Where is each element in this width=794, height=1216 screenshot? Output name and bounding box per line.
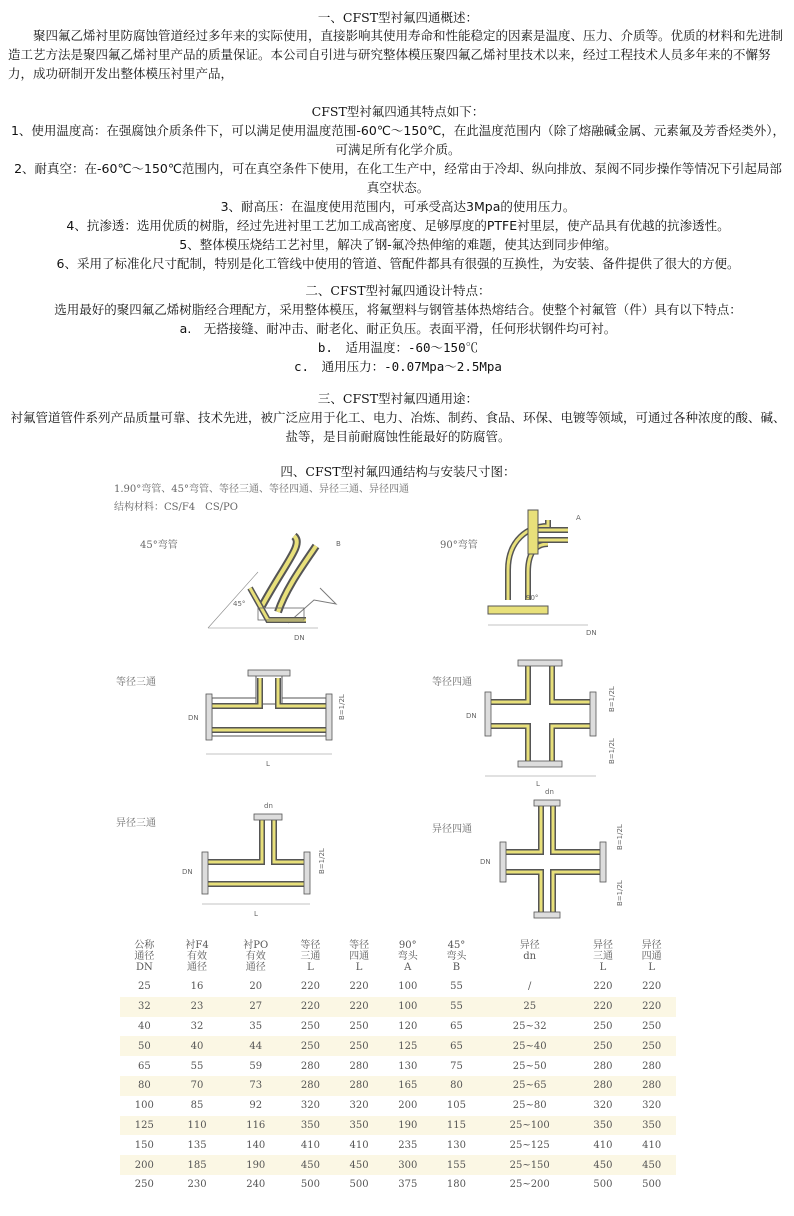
drawing-caption-1: 1.90°弯管、45°弯管、等径三通、等径四通、异径三通、异径四通 (114, 484, 409, 495)
reducing-tee-drawing (116, 802, 326, 918)
header-reducing-dn: 异径 dn (519, 940, 540, 962)
table-cell: 23 (169, 997, 226, 1017)
table-cell: 280 (286, 1076, 335, 1096)
equal-tee-b-dim: B=1/2L (338, 694, 346, 720)
header-reducing-tee-l: 异径 三通 L (592, 940, 613, 973)
equal-tee-label: 等径三通 (116, 677, 156, 688)
table-cell: 450 (335, 1155, 384, 1175)
table-cell: 250 (642, 1020, 662, 1032)
design-features (8, 300, 788, 376)
equal-tee-drawing (116, 670, 346, 768)
design-point-a: a. 无搭接缝、耐冲击、耐老化、耐正负压。表面平滑，任何形状钢件均可衬。 (179, 321, 617, 336)
table-cell: 410 (300, 1139, 320, 1151)
design-intro: 选用最好的聚四氟乙烯树脂经合理配方，采用整体模压，将氟塑料与钢管基体热熔结合。使整个衬氟管（件）具有以下特点： (54, 302, 742, 317)
table-cell: 190 (383, 1116, 432, 1136)
design-point-b: b. 适用温度：-60～150℃ (317, 340, 479, 355)
table-cell: 25~125 (509, 1139, 550, 1151)
section5-title: 四、CFST型衬氟四通结构与安装尺寸图： (280, 464, 516, 479)
table-header-row (120, 938, 676, 977)
reducing-tee-dn-dim: DN (182, 868, 193, 876)
section4-title: 三、CFST型衬氟四通用途： (317, 391, 479, 406)
table-cell: 110 (169, 1116, 226, 1136)
equal-cross-l-dim: L (536, 780, 540, 788)
header-elbow-45-b: 45° 弯头 B (446, 940, 467, 973)
table-cell: 16 (190, 981, 204, 993)
table-cell: 25~40 (481, 1036, 579, 1056)
header-po-bore: 衬PO 有效 通径 (243, 940, 269, 973)
table-cell: 25 (481, 997, 579, 1017)
reducing-tee-dn-small-dim: dn (264, 802, 273, 810)
table-cell: 500 (642, 1179, 662, 1191)
table-cell: 27 (225, 997, 286, 1017)
table-cell: 220 (593, 981, 613, 993)
table-row (120, 1116, 676, 1136)
table-cell: 35 (249, 1020, 263, 1032)
table-cell: 155 (432, 1155, 481, 1175)
section1-paragraph: 聚四氟乙烯衬里防腐蚀管道经过多年来的实际使用，直接影响其使用寿命和性能稳定的因素是温度、压力、介质等。优质的材料和先进制造工艺方法是聚四氟乙烯衬里产品的质量保证。本公司自引进与研究整体模压聚四氟乙烯衬里技术以来，经过工程技术人员多年来的不懈努力，成功研制开发出整体模压衬里产品， (8, 28, 784, 81)
feature-item-3: 3、耐高压：在温度使用范围内，可承受高达3Mpa的使用压力。 (220, 199, 576, 214)
table-cell: 320 (349, 1100, 369, 1112)
angle-45-dim: 45° (233, 600, 246, 608)
table-cell: 320 (642, 1100, 662, 1112)
feature-item-6: 6、采用了标准化尺寸配制，特别是化工管线中使用的管道、管配件都具有很强的互换性，为安装、备件提供了很大的方便。 (56, 256, 740, 271)
elbow-90-label: 90°弯管 (440, 540, 478, 551)
table-cell: 180 (446, 1179, 466, 1191)
table-cell: 500 (349, 1179, 369, 1191)
table-cell: 116 (225, 1116, 286, 1136)
table-row (120, 1155, 676, 1175)
table-cell: 280 (349, 1060, 369, 1072)
table-cell: 55 (190, 1060, 204, 1072)
table-cell: 115 (432, 1116, 481, 1136)
table-cell: 250 (349, 1020, 369, 1032)
dimension-table (120, 938, 676, 1195)
table-cell: 200 (120, 1155, 169, 1175)
table-cell: 250 (134, 1179, 154, 1191)
table-cell: 280 (579, 1076, 628, 1096)
table-row (120, 1175, 676, 1195)
elbow-90-drawing (440, 510, 597, 637)
table-cell: 100 (398, 981, 418, 993)
table-cell: 250 (335, 1036, 384, 1056)
table-cell: 200 (398, 1100, 418, 1112)
equal-cross-dn-dim: DN (466, 712, 477, 720)
table-cell: 70 (169, 1076, 226, 1096)
table-cell: 375 (398, 1179, 418, 1191)
reducing-cross-dn-small-dim: dn (545, 788, 554, 796)
section4-paragraph: 衬氟管道管件系列产品质量可靠、技术先进，被广泛应用于化工、电力、冶炼、制药、食品、环保、电镀等领域，可通过各种浓度的酸、碱、盐等，是目前耐腐蚀性能最好的防腐管。 (10, 410, 786, 444)
table-cell: 220 (300, 981, 320, 993)
table-cell: 125 (383, 1036, 432, 1056)
table-cell: 80 (432, 1076, 481, 1096)
table-cell: 250 (286, 1036, 335, 1056)
table-cell: 410 (593, 1139, 613, 1151)
table-cell: 40 (169, 1036, 226, 1056)
table-cell: 350 (579, 1116, 628, 1136)
table-cell: 320 (593, 1100, 613, 1112)
elbow-45-dn-dim: DN (294, 634, 305, 642)
reducing-cross-dn-dim: DN (480, 858, 491, 866)
table-cell: 73 (225, 1076, 286, 1096)
table-cell: 280 (300, 1060, 320, 1072)
section1-title: 一、CFST型衬氟四通概述： (317, 10, 479, 25)
table-cell: 280 (335, 1076, 384, 1096)
table-cell: 100 (383, 997, 432, 1017)
table-cell: 130 (398, 1060, 418, 1072)
table-cell: 250 (579, 1036, 628, 1056)
table-cell: 450 (286, 1155, 335, 1175)
table-cell: 105 (446, 1100, 466, 1112)
table-cell: 59 (249, 1060, 263, 1072)
table-cell: 75 (450, 1060, 463, 1072)
elbow-45-drawing (140, 536, 341, 642)
table-cell: 235 (398, 1139, 418, 1151)
table-cell: 125 (120, 1116, 169, 1136)
equal-cross-drawing (432, 660, 616, 788)
table-row (120, 1076, 676, 1096)
table-cell: 350 (286, 1116, 335, 1136)
reducing-cross-b-dim-upper: B=1/2L (616, 824, 624, 850)
table-cell: 220 (579, 997, 628, 1017)
table-cell: 55 (432, 997, 481, 1017)
table-cell: 92 (249, 1100, 263, 1112)
elbow-90-a-dim: A (576, 514, 581, 522)
table-cell: 220 (642, 981, 662, 993)
feature-item-2: 2、耐真空：在-60℃～150℃范围内，可在真空条件下使用，在化工生产中，经常由于冷却、纵向排放、泵阀不同步操作等情况下引起局部真空状态。 (14, 161, 782, 195)
elbow-90-dn-dim: DN (586, 629, 597, 637)
table-cell: 350 (627, 1116, 676, 1136)
table-cell: 280 (642, 1060, 662, 1072)
table-cell: 25~32 (512, 1020, 547, 1032)
header-elbow-90-a: 90° 弯头 A (397, 940, 418, 973)
table-cell: 500 (593, 1179, 613, 1191)
reducing-cross-drawing (432, 788, 624, 918)
table-cell: 85 (190, 1100, 204, 1112)
table-cell: 25~200 (509, 1179, 550, 1191)
table-cell: 190 (225, 1155, 286, 1175)
table-cell: 410 (642, 1139, 662, 1151)
table-cell: 230 (187, 1179, 207, 1191)
table-row (120, 1096, 676, 1116)
table-row (120, 1036, 676, 1056)
equal-cross-label: 等径四通 (432, 677, 472, 688)
table-cell: 220 (286, 997, 335, 1017)
table-cell: 25~100 (481, 1116, 579, 1136)
table-cell: 32 (190, 1020, 204, 1032)
table-cell: 140 (246, 1139, 266, 1151)
table-cell: 40 (137, 1020, 151, 1032)
feature-item-1: 1、使用温度高：在强腐蚀介质条件下，可以满足使用温度范围-60℃～150℃，在此温度范围内（除了熔融碱金属、元素氟及芳香烃类外），可满足所有化学介质。 (10, 123, 786, 157)
table-cell: / (528, 981, 532, 993)
table-cell: 32 (120, 997, 169, 1017)
table-cell: 250 (627, 1036, 676, 1056)
table-cell: 80 (120, 1076, 169, 1096)
table-row (120, 1056, 676, 1076)
header-equal-tee-l: 等径 三通 L (300, 940, 321, 973)
header-dn: 公称 通径 DN (134, 940, 155, 973)
section2-title: CFST型衬氟四通其特点如下： (311, 104, 485, 119)
table-cell: 50 (120, 1036, 169, 1056)
table-cell: 25~80 (512, 1100, 547, 1112)
table-cell: 240 (246, 1179, 266, 1191)
table-cell: 185 (169, 1155, 226, 1175)
table-cell: 300 (383, 1155, 432, 1175)
table-cell: 25~150 (481, 1155, 579, 1175)
reducing-tee-b-dim: B=1/2L (318, 848, 326, 874)
reducing-tee-label: 异径三通 (116, 818, 156, 829)
table-row (120, 977, 676, 997)
feature-item-5: 5、整体模压烧结工艺衬里，解决了钢-氟冷热伸缩的难题，使其达到同步伸缩。 (179, 237, 617, 252)
table-cell: 450 (579, 1155, 628, 1175)
elbow-45-b-dim: B (336, 540, 341, 548)
table-cell: 65 (137, 1060, 151, 1072)
equal-tee-dn-dim: DN (188, 714, 199, 722)
equal-cross-b-dim-upper: B=1/2L (608, 686, 616, 712)
table-cell: 250 (593, 1020, 613, 1032)
reducing-tee-l-dim: L (254, 910, 258, 918)
feature-list (8, 121, 788, 273)
table-cell: 150 (134, 1139, 154, 1151)
design-point-c: c. 通用压力：-0.07Mpa～2.5Mpa (294, 359, 502, 374)
header-reducing-cross-l: 异径 四通 L (641, 940, 662, 973)
table-cell: 120 (398, 1020, 418, 1032)
table-cell: 44 (225, 1036, 286, 1056)
reducing-cross-b-dim-lower: B=1/2L (616, 880, 624, 906)
table-cell: 220 (335, 997, 384, 1017)
table-cell: 130 (446, 1139, 466, 1151)
table-cell: 20 (249, 981, 263, 993)
table-cell: 100 (134, 1100, 154, 1112)
table-cell: 25~65 (481, 1076, 579, 1096)
table-cell: 220 (627, 997, 676, 1017)
table-cell: 135 (187, 1139, 207, 1151)
table-cell: 220 (349, 981, 369, 993)
header-equal-cross-l: 等径 四通 L (349, 940, 370, 973)
table-cell: 65 (432, 1036, 481, 1056)
header-f4-bore: 衬F4 有效 通径 (185, 940, 209, 973)
table-cell: 320 (300, 1100, 320, 1112)
table-cell: 55 (450, 981, 463, 993)
equal-cross-b-dim-lower: B=1/2L (608, 738, 616, 764)
table-cell: 350 (335, 1116, 384, 1136)
table-cell: 165 (383, 1076, 432, 1096)
table-row (120, 1135, 676, 1155)
table-cell: 65 (450, 1020, 463, 1032)
drawing-caption-2: 结构材料：CS/F4 CS/PO (114, 502, 238, 513)
table-cell: 280 (593, 1060, 613, 1072)
table-cell: 280 (627, 1076, 676, 1096)
table-cell: 25~50 (512, 1060, 547, 1072)
table-row (120, 997, 676, 1017)
elbow-45-label: 45°弯管 (140, 540, 178, 551)
table-cell: 450 (627, 1155, 676, 1175)
feature-item-4: 4、抗渗透：选用优质的树脂，经过先进衬里工艺加工成高密度、足够厚度的PTFE衬里层，使产品具有优越的抗渗透性。 (66, 218, 730, 233)
table-cell: 25 (137, 981, 151, 993)
reducing-cross-label: 异径四通 (432, 824, 472, 835)
equal-tee-l-dim: L (266, 760, 270, 768)
structure-drawings (108, 480, 668, 920)
table-cell: 500 (300, 1179, 320, 1191)
angle-90-dim: 90° (526, 594, 539, 602)
table-cell: 410 (349, 1139, 369, 1151)
table-cell: 250 (300, 1020, 320, 1032)
table-row (120, 1017, 676, 1037)
section3-title: 二、CFST型衬氟四通设计特点： (305, 283, 491, 298)
